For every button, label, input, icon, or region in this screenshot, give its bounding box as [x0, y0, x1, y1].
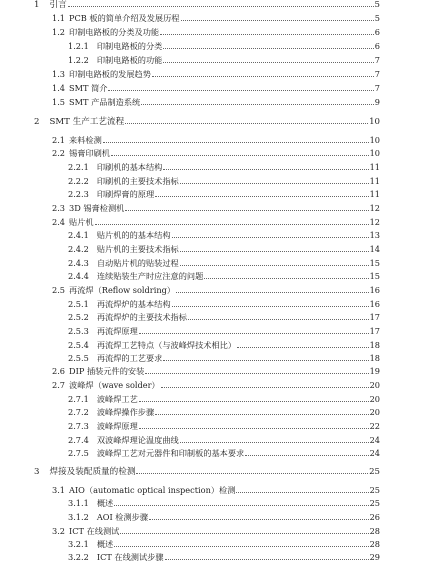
toc-entry[interactable] — [68, 511, 380, 523]
dot-leader — [204, 270, 368, 279]
toc-entry-title: 自动贴片机的贴装过程 — [96, 258, 179, 268]
toc-entry-title: 印刷机的主要技术指标 — [96, 176, 179, 186]
dot-leader — [188, 311, 369, 320]
toc-entry-page: 24 — [369, 448, 380, 458]
toc-entry[interactable] — [68, 352, 380, 364]
toc-entry-title: 贴片机的主要技术指标 — [96, 244, 179, 254]
toc-entry-title: 印制电路板的分类 — [96, 41, 163, 51]
toc-entry-page: 6 — [374, 41, 380, 51]
toc-entry[interactable] — [68, 311, 380, 323]
toc-entry-number: 3 — [34, 467, 40, 477]
toc-entry-number: 1 — [34, 0, 40, 10]
toc-entry-number: 2.5.2 — [68, 312, 89, 322]
toc-entry[interactable] — [52, 202, 380, 214]
toc-entry-number: 2.7 — [52, 380, 66, 390]
toc-entry-page: 28 — [369, 526, 380, 536]
toc-entry[interactable] — [52, 216, 380, 228]
toc-entry-title: 再流焊炉的基本结构 — [96, 299, 171, 309]
dot-leader — [139, 393, 369, 402]
toc-entry-title: 概述 — [96, 498, 114, 508]
toc-entry-number: 1.1 — [52, 13, 66, 23]
dot-leader — [180, 243, 369, 252]
toc-entry-page: 15 — [369, 271, 380, 281]
toc-entry-page: 6 — [374, 27, 380, 37]
toc-entry-page: 11 — [369, 176, 380, 186]
toc-entry-page: 12 — [369, 217, 380, 227]
dot-leader — [163, 161, 368, 170]
dot-leader — [237, 339, 369, 348]
dot-leader — [149, 511, 369, 520]
toc-entry-title: 印刷焊膏的原理 — [96, 189, 155, 199]
toc-entry-number: 2.2.2 — [68, 176, 89, 186]
toc-entry-title: 3D 锡膏检测机 — [69, 203, 125, 213]
toc-entry-title: 印制电路板的发展趋势 — [69, 69, 151, 79]
dot-leader — [160, 26, 374, 35]
toc-entry[interactable] — [68, 229, 380, 241]
toc-entry-page: 5 — [374, 13, 380, 23]
toc-entry[interactable] — [68, 420, 380, 432]
toc-entry-title: 连续贴装生产时应注意的问题 — [96, 271, 204, 281]
toc-entry-number: 1.4 — [52, 83, 66, 93]
dot-leader — [181, 12, 374, 21]
toc-entry[interactable] — [52, 96, 380, 108]
dot-leader — [155, 188, 368, 197]
dot-leader — [163, 40, 373, 49]
toc-entry-page: 5 — [374, 0, 380, 10]
toc-entry-number: 2.3 — [52, 203, 66, 213]
toc-entry-title: 再流焊的工艺要求 — [96, 353, 163, 363]
toc-entry-page: 24 — [369, 435, 380, 445]
dot-leader — [120, 525, 368, 534]
dot-leader — [111, 147, 369, 156]
toc-entry-title: SMT 生产工艺流程 — [49, 117, 125, 127]
toc-entry-page: 11 — [369, 189, 380, 199]
toc-entry-page: 20 — [369, 394, 380, 404]
toc-entry-title: 概述 — [96, 539, 114, 549]
toc-entry-page: 25 — [369, 498, 380, 508]
toc-entry-title: 再流焊工艺特点（与波峰焊技术相比） — [96, 340, 237, 350]
toc-entry[interactable] — [52, 147, 380, 159]
toc-entry-page: 12 — [369, 203, 380, 213]
toc-entry-title: SMT 简介 — [69, 83, 108, 93]
toc-entry-number: 2.4.1 — [68, 230, 89, 240]
toc-entry-number: 2.7.3 — [68, 421, 89, 431]
toc-entry-title: 双波峰焊理论温度曲线 — [96, 435, 179, 445]
dot-leader — [114, 497, 368, 506]
toc-entry-title: 印刷机的基本结构 — [96, 162, 163, 172]
toc-entry-title: ICT 在线测试 — [69, 526, 120, 536]
toc-entry-number: 3.1.1 — [68, 498, 89, 508]
toc-entry-page: 17 — [369, 312, 380, 322]
toc-entry[interactable] — [34, 465, 380, 477]
toc-entry-number: 2.7.5 — [68, 448, 89, 458]
toc-entry-page: 20 — [369, 380, 380, 390]
toc-entry-page: 22 — [369, 421, 380, 431]
toc-entry-number: 2.4.2 — [68, 244, 89, 254]
toc-entry-page: 18 — [369, 353, 380, 363]
toc-entry-number: 3.2.2 — [68, 552, 89, 562]
toc-entry-number: 2.7.2 — [68, 407, 89, 417]
dot-leader — [180, 257, 369, 266]
toc-entry-number: 1.2 — [52, 27, 66, 37]
toc-entry[interactable] — [68, 406, 380, 418]
toc-entry[interactable] — [52, 365, 380, 377]
toc-entry-number: 2 — [34, 117, 40, 127]
toc-entry[interactable] — [68, 434, 380, 446]
toc-entry-title: 贴片机的的基本结构 — [96, 230, 171, 240]
toc-entry-number: 1.2.2 — [68, 55, 89, 65]
toc-entry-page: 7 — [374, 55, 380, 65]
dot-leader — [68, 0, 374, 7]
dot-leader — [95, 216, 369, 225]
dot-leader — [176, 284, 369, 293]
toc-entry[interactable] — [68, 270, 380, 282]
toc-entry[interactable] — [34, 115, 380, 127]
dot-leader — [145, 365, 368, 374]
toc-entry-title: AOI 检测步骤 — [96, 512, 149, 522]
toc-entry-title: 印制电路板的分类及功能 — [69, 27, 160, 37]
toc-entry[interactable] — [68, 339, 380, 351]
toc-entry-title: 印制电路板的功能 — [96, 55, 163, 65]
toc-entry-page: 15 — [369, 258, 380, 268]
toc-entry[interactable] — [52, 26, 380, 38]
toc-entry[interactable] — [52, 134, 380, 146]
toc-entry-title: SMT 产品制造系统 — [69, 97, 141, 107]
dot-leader — [180, 175, 369, 184]
toc-entry-page: 25 — [369, 467, 380, 477]
toc-entry-number: 2.7.4 — [68, 435, 89, 445]
toc-entry-title: 波峰焊工艺 — [96, 394, 138, 404]
toc-entry-number: 2.4.4 — [68, 271, 89, 281]
toc-entry[interactable] — [52, 68, 380, 80]
toc-entry[interactable] — [68, 175, 380, 187]
toc-entry-title: DIP 插装元件的安装 — [69, 366, 145, 376]
toc-entry[interactable] — [52, 484, 380, 496]
toc-entry-page: 19 — [369, 366, 380, 376]
toc-entry-page: 14 — [369, 244, 380, 254]
toc-entry[interactable] — [68, 497, 380, 509]
toc-entry-title: 波峰焊原理 — [96, 421, 138, 431]
toc-entry[interactable] — [52, 12, 380, 24]
toc-entry-number: 2.4 — [52, 217, 66, 227]
dot-leader — [139, 420, 369, 429]
toc-entry-title: ICT 在线测试步骤 — [96, 552, 164, 562]
dot-leader — [172, 298, 369, 307]
toc-entry-number: 2.2 — [52, 148, 66, 158]
toc-entry-number: 2.5.5 — [68, 353, 89, 363]
dot-leader — [236, 484, 368, 493]
toc-entry[interactable] — [52, 82, 380, 94]
dot-leader — [180, 434, 369, 443]
toc-entry-number: 1.3 — [52, 69, 66, 79]
dot-leader — [172, 229, 369, 238]
dot-leader — [103, 134, 369, 143]
toc-entry-page: 13 — [369, 230, 380, 240]
toc-entry-number: 3.1 — [52, 485, 66, 495]
toc-entry[interactable] — [68, 54, 380, 66]
toc-entry-title: 锡膏印刷机 — [69, 148, 110, 158]
toc-entry-title: 波峰焊（wave solder） — [69, 380, 160, 390]
dot-leader — [141, 96, 374, 105]
toc-entry[interactable] — [68, 393, 380, 405]
toc-entry-title: 再流焊（Reflow soldring） — [69, 285, 176, 295]
toc-entry-number: 2.4.3 — [68, 258, 89, 268]
toc-entry-number: 2.5 — [52, 285, 66, 295]
toc-entry-title: PCB 板的简单介绍及发展历程 — [69, 13, 180, 23]
toc-entry[interactable] — [68, 538, 380, 550]
toc-entry-number: 2.5.1 — [68, 299, 89, 309]
toc-entry-page: 28 — [369, 539, 380, 549]
toc-entry-title: 来料检测 — [69, 135, 102, 145]
toc-entry[interactable] — [68, 551, 380, 563]
dot-leader — [165, 551, 369, 560]
toc-entry-page: 17 — [369, 326, 380, 336]
dot-leader — [136, 465, 368, 474]
toc-entry-number: 2.5.3 — [68, 326, 89, 336]
dot-leader — [108, 82, 373, 91]
toc-entry-title: 再流焊炉的主要技术指标 — [96, 312, 187, 322]
dot-leader — [155, 406, 368, 415]
toc-entry-number: 2.7.1 — [68, 394, 89, 404]
toc-entry-page: 16 — [369, 299, 380, 309]
toc-entry[interactable] — [52, 284, 380, 296]
toc-entry-page: 9 — [374, 97, 380, 107]
toc-entry-page: 7 — [374, 83, 380, 93]
toc-entry-page: 16 — [369, 285, 380, 295]
toc-entry-page: 20 — [369, 407, 380, 417]
toc-entry[interactable] — [68, 257, 380, 269]
toc-entry-page: 26 — [369, 512, 380, 522]
toc-entry-title: 引言 — [49, 0, 67, 10]
toc-entry[interactable] — [68, 40, 380, 52]
toc-entry-number: 3.2.1 — [68, 539, 89, 549]
toc-entry-title: 焊接及装配质量的检测 — [49, 467, 136, 477]
toc-entry-number: 1.5 — [52, 97, 66, 107]
dot-leader — [114, 538, 368, 547]
dot-leader — [161, 379, 369, 388]
toc-entry-page: 25 — [369, 485, 380, 495]
toc-entry[interactable] — [68, 188, 380, 200]
toc-entry-number: 2.5.4 — [68, 340, 89, 350]
toc-entry-number: 2.6 — [52, 366, 66, 376]
dot-leader — [125, 202, 368, 211]
toc-entry[interactable] — [68, 325, 380, 337]
dot-leader — [163, 54, 373, 63]
toc-entry[interactable] — [52, 525, 380, 537]
dot-leader — [163, 352, 368, 361]
toc-entry[interactable] — [68, 447, 380, 459]
toc-entry-page: 10 — [369, 117, 380, 127]
toc-entry[interactable] — [68, 161, 380, 173]
toc-entry[interactable] — [68, 298, 380, 310]
dot-leader — [245, 447, 368, 456]
toc-entry[interactable] — [52, 379, 380, 391]
toc-entry-title: 波峰焊操作步骤 — [96, 407, 155, 417]
toc-entry-page: 29 — [369, 552, 380, 562]
toc-entry[interactable] — [34, 0, 380, 10]
toc-entry-page: 10 — [369, 148, 380, 158]
dot-leader — [152, 68, 374, 77]
toc-entry-page: 10 — [369, 135, 380, 145]
toc-entry-number: 2.2.1 — [68, 162, 89, 172]
toc-entry-title: 贴片机 — [69, 217, 94, 227]
toc-entry-page: 7 — [374, 69, 380, 79]
toc-entry-page: 18 — [369, 340, 380, 350]
dot-leader — [139, 325, 369, 334]
toc-entry-number: 3.1.2 — [68, 512, 89, 522]
toc-entry-title: 再流焊原理 — [96, 326, 138, 336]
toc-entry-number: 3.2 — [52, 526, 66, 536]
toc-entry[interactable] — [68, 243, 380, 255]
toc-entry-number: 2.1 — [52, 135, 66, 145]
toc-entry-title: AIO（automatic optical inspection）检测 — [69, 485, 236, 495]
toc-entry-title: 波峰焊工艺对元器件和印制板的基本要求 — [96, 448, 245, 458]
dot-leader — [125, 115, 368, 124]
toc-entry-number: 1.2.1 — [68, 41, 89, 51]
toc-entry-page: 11 — [369, 162, 380, 172]
toc-entry-number: 2.2.3 — [68, 189, 89, 199]
